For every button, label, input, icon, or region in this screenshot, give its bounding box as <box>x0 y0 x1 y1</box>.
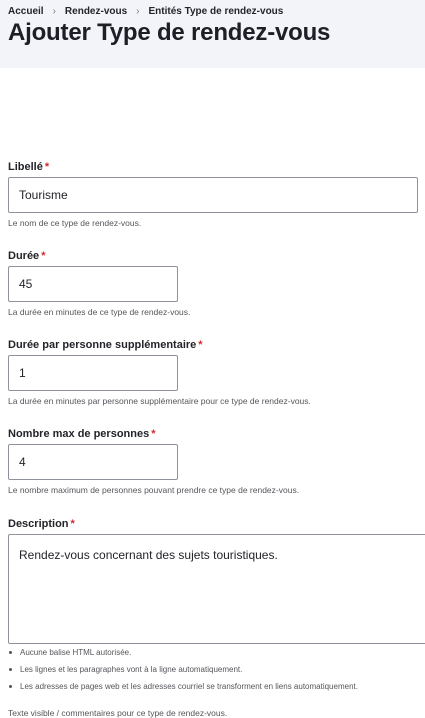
chevron-right-icon: › <box>136 6 140 17</box>
required-marker: * <box>44 161 50 173</box>
duree-label: Durée * <box>8 250 46 262</box>
description-textarea[interactable] <box>8 534 425 644</box>
duree-sup-description: La durée en minutes par personne supplémentaire pour ce type de rendez-vous. <box>8 396 311 406</box>
description-label: Description * <box>8 518 75 530</box>
breadcrumb-link-entites[interactable]: Entités Type de rendez-vous <box>148 6 284 17</box>
breadcrumb <box>8 6 283 17</box>
chevron-right-icon: › <box>52 6 56 17</box>
max-personnes-description: Le nombre maximum de personnes pouvant prendre ce type de rendez-vous. <box>8 485 300 495</box>
field-libelle <box>8 161 425 228</box>
field-duree <box>8 250 425 317</box>
format-hint-item: Les lignes et les paragraphes vont à la ligne automatiquement. <box>8 665 415 674</box>
max-personnes-input[interactable] <box>8 444 178 480</box>
field-description <box>8 518 425 644</box>
duree-sup-label: Durée par personne supplémentaire * <box>8 339 203 351</box>
description-help: Texte visible / commentaires pour ce type de rendez-vous. <box>8 708 228 718</box>
field-max-personnes <box>8 428 425 495</box>
required-marker: * <box>70 518 75 530</box>
breadcrumb-link-accueil[interactable]: Accueil <box>8 6 44 17</box>
required-marker: * <box>198 339 203 351</box>
max-personnes-label: Nombre max de personnes * <box>8 428 156 440</box>
libelle-input[interactable] <box>8 177 418 213</box>
page-title: Ajouter Type de rendez-vous <box>8 19 331 46</box>
duree-description: La durée en minutes de ce type de rendez-vous. <box>8 307 191 317</box>
required-marker: * <box>41 250 46 262</box>
breadcrumb-link-rendez-vous[interactable]: Rendez-vous <box>64 6 128 17</box>
format-hints <box>8 648 415 699</box>
field-duree-sup <box>8 339 425 406</box>
duree-sup-input[interactable] <box>8 355 178 391</box>
page-header <box>0 0 425 68</box>
libelle-label: Libellé * <box>8 161 50 173</box>
format-hint-item: Aucune balise HTML autorisée. <box>8 648 415 657</box>
duree-input[interactable] <box>8 266 178 302</box>
libelle-description: Le nom de ce type de rendez-vous. <box>8 218 142 228</box>
required-marker: * <box>151 428 156 440</box>
format-hint-item: Les adresses de pages web et les adresses courriel se transforment en liens automatiquement. <box>8 682 415 691</box>
